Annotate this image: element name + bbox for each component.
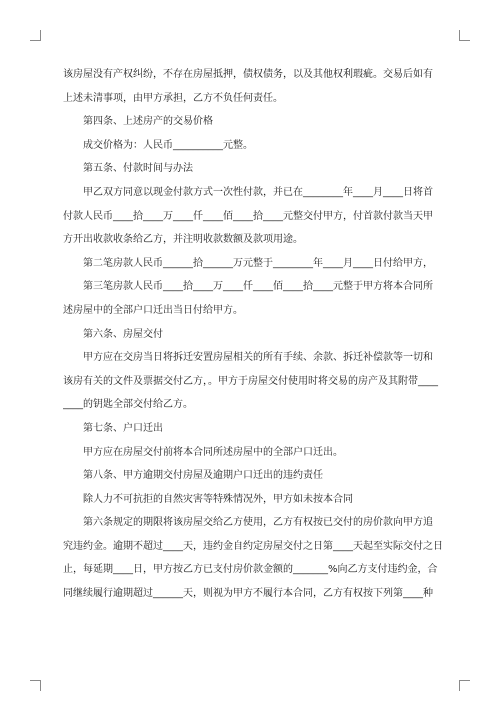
- section-heading: 第五条、付款时间与办法: [83, 163, 193, 175]
- paragraph-line: 成交价格为：人民币__________元整。: [83, 139, 253, 151]
- paragraph-line: 究违约金。逾期不超过____天，违约金自约定房屋交付之日第____天起至实际交付之日: [63, 540, 443, 552]
- contract-body: [63, 63, 443, 606]
- paragraph-line: 该房屋没有产权纠纷，不存在房屋抵押，债权债务，以及其他权利瑕疵。交易后如有: [63, 69, 433, 80]
- paragraph-line: 该房有关的文件及票据交付乙方，。甲方于房屋交付使用时将交易的房产及其附带____: [63, 375, 438, 387]
- paragraph-line: 述房屋中的全部户口迁出当日付给甲方。: [63, 304, 243, 316]
- paragraph-line: ____的钥匙全部交付给乙方。: [63, 399, 193, 411]
- paragraph-line: 甲乙双方同意以现金付款方式一次性付款，并已在________年____月____日将首: [83, 186, 433, 198]
- paragraph-line: 同继续履行逾期超过______天，则视为甲方不履行本合同，乙方有权按下列第____种: [63, 588, 433, 600]
- section-heading: 第七条、户口迁出: [83, 422, 163, 434]
- paragraph-line: 付款人民币____拾____万____仟____佰____拾____元整交付甲方，付首款付款当天甲: [63, 210, 433, 222]
- corner-crop-mark: [30, 680, 41, 691]
- section-heading: 第四条、上述房产的交易价格: [83, 116, 213, 128]
- corner-crop-mark: [459, 680, 470, 691]
- paragraph-line: 甲方应在交房当日将拆迁安置房屋相关的所有手续、余款、拆迁补偿款等一切和: [83, 352, 433, 364]
- section-heading: 第八条、甲方逾期交付房屋及逾期户口迁出的违约责任: [83, 470, 323, 482]
- paragraph-line: 第二笔房款人民币______拾______万元整于________年____月____日付给甲方，: [83, 257, 433, 269]
- corner-crop-mark: [30, 30, 41, 41]
- paragraph-line: 第六条规定的期限将该房屋交给乙方使用，乙方有权按已交付的房价款向甲方追: [83, 517, 433, 529]
- corner-crop-mark: [459, 30, 470, 41]
- paragraph-line: 甲方应在房屋交付前将本合同所述房屋中的全部户口迁出。: [83, 446, 343, 458]
- paragraph-line: 方开出收款收条给乙方，并注明收款数额及款项用途。: [63, 234, 303, 246]
- paragraph-line: 除人力不可抗拒的自然灾害等特殊情况外，甲方如未按本合同: [83, 493, 353, 505]
- paragraph-line: 止，每延期____日，甲方按乙方已支付房价款金额的_______%向乙方支付违约金，合: [63, 564, 438, 576]
- paragraph-line: 第三笔房款人民币____拾____万____仟____佰____拾____元整于甲方将本合同所: [83, 281, 433, 293]
- section-heading: 第六条、房屋交付: [83, 328, 163, 340]
- paragraph-line: 上述未清事项，由甲方承担，乙方不负任何责任。: [63, 92, 283, 104]
